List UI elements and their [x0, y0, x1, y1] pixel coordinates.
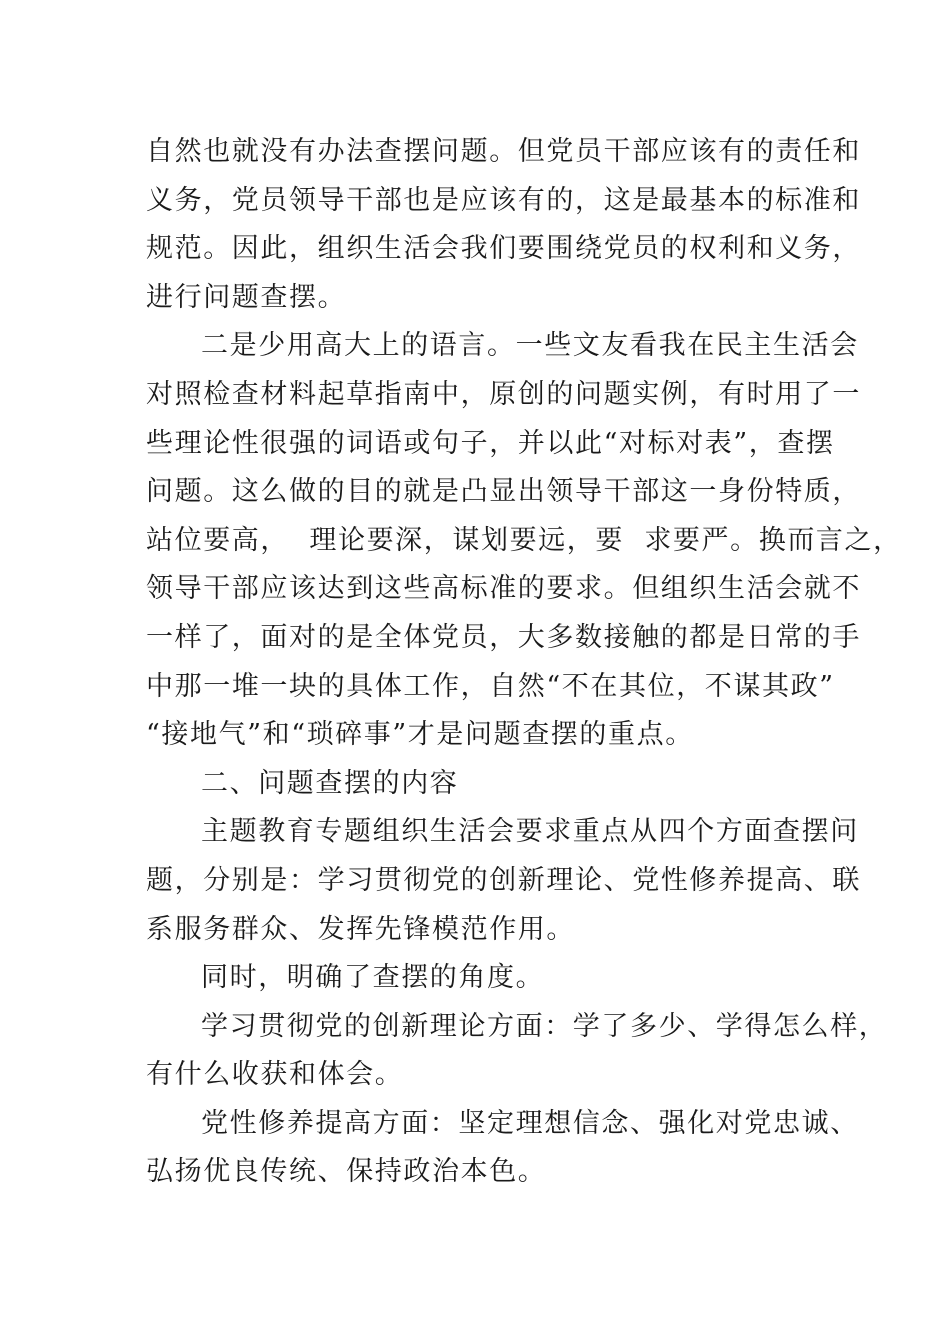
- text-line: 题，分别是：学习贯彻党的创新理论、党性修养提高、联: [146, 864, 861, 896]
- text-line: “接地气”和“琐碎事”才是问题查摆的重点。: [146, 719, 694, 751]
- text-line: 二是少用高大上的语言。一些文友看我在民主生活会: [201, 330, 859, 362]
- text-line: 义务，党员领导干部也是应该有的，这是最基本的标准和: [146, 184, 861, 216]
- text-line: 进行问题查摆。: [146, 281, 347, 313]
- body-text: [146, 128, 902, 1197]
- text-line: 有什么收获和体会。: [146, 1059, 404, 1091]
- text-line: 一样了，面对的是全体党员，大多数接触的都是日常的手: [146, 621, 861, 653]
- text-line: 自然也就没有办法查摆问题。但党员干部应该有的责任和: [146, 136, 861, 167]
- text-line: 系服务群众、发挥先锋模范作用。: [146, 913, 575, 945]
- text-line: 领导干部应该达到这些高标准的要求。但组织生活会就不: [146, 573, 861, 605]
- text-line: 弘扬优良传统、保持政治本色。: [146, 1156, 547, 1188]
- text-line: 问题。这么做的目的就是凸显出领导干部这一身份特质，: [146, 476, 861, 508]
- text-line: 主题教育专题组织生活会要求重点从四个方面查摆问: [201, 816, 859, 848]
- text-line: 同时，明确了查摆的角度。: [201, 962, 545, 994]
- text-line: 规范。因此，组织生活会我们要围绕党员的权利和义务，: [146, 233, 861, 265]
- text-line: 站位要高， 理论要深，谋划要远，要 求要严。换而言之，: [146, 524, 902, 556]
- text-line: 对照检查材料起草指南中，原创的问题实例，有时用了一: [146, 378, 861, 410]
- section-heading: 二、问题查摆的内容: [201, 767, 459, 799]
- text-line: 党性修养提高方面：坚定理想信念、强化对党忠诚、: [201, 1107, 859, 1139]
- text-line: 学习贯彻党的创新理论方面：学了多少、学得怎么样，: [201, 1010, 888, 1042]
- text-line: 中那一堆一块的具体工作，自然“不在其位，不谋其政”: [146, 670, 835, 702]
- text-line: 些理论性很强的词语或句子，并以此“对标对表”，查摆: [146, 427, 835, 459]
